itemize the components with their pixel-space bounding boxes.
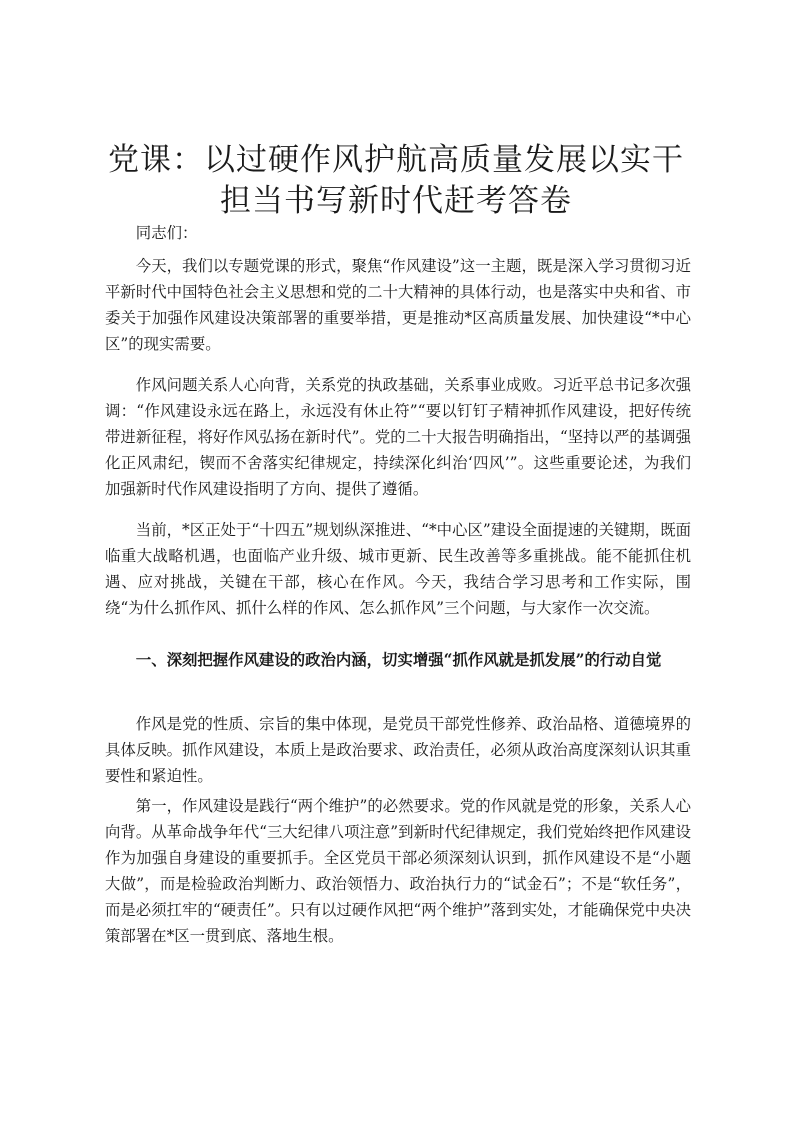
- paragraph-current-situation: 当前，*区正处于“十四五”规划纵深推进、“*中心区”建设全面提速的关键期，既面临重大战略机遇，也面临产业升级、城市更新、民生改善等多重挑战。能不能抓住机遇、应对挑战，关键在干部，核心在作风。今天，我结合学习思考和工作实际，围绕“为什么抓作风、抓什么样的作风、怎么抓作风”三个问题，与大家作一次交流。: [105, 521, 691, 617]
- paragraph-political-connotation: 作风是党的性质、宗旨的集中体现，是党员干部党性修养、政治品格、道德境界的具体反映。抓作风建设，本质上是政治要求、政治责任，必须从政治高度深刻认识其重要性和紧迫性。: [105, 715, 691, 785]
- section-heading-1: 一、深刻把握作风建设的政治内涵，切实增强“抓作风就是抓发展”的行动自觉: [135, 651, 662, 669]
- paragraph-first-point: 第一，作风建设是践行“两个维护”的必然要求。党的作风就是党的形象，关系人心向背。从革命战争年代“三大纪律八项注意”到新时代纪律规定，我们党始终把作风建设作为加强自身建设的重要抓手。全区党员干部必须深刻认识到，抓作风建设不是“小题大做”，而是检验政治判断力、政治领悟力、政治执行力的“试金石”；不是“软任务”，而是必须扛牢的“硬责任”。只有以过硬作风把“两个维护”落到实处，才能确保党中央决策部署在*区一贯到底、落地生根。: [105, 797, 691, 945]
- paragraph-intro: 今天，我们以专题党课的形式，聚焦“作风建设”这一主题，既是深入学习贯彻习近平新时代中国特色社会主义思想和党的二十大精神的具体行动，也是落实中央和省、市委关于加强作风建设决策部署的重要举措，更是推动*区高质量发展、加快建设“*中心区”的现实需要。: [105, 257, 691, 353]
- document-title: 党课：以过硬作风护航高质量发展以实干担当书写新时代赶考答卷: [108, 142, 684, 219]
- salutation: 同志们：: [135, 224, 198, 242]
- paragraph-importance: 作风问题关系人心向背，关系党的执政基础，关系事业成败。习近平总书记多次强调：“作风建设永远在路上，永远没有休止符”“要以钉钉子精神抓作风建设，把好传统带进新征程，将好作风弘扬在新时代”。党的二十大报告明确指出，“坚持以严的基调强化正风肃纪，锲而不舍落实纪律规定，持续深化纠治‘四风’”。这些重要论述，为我们加强新时代作风建设指明了方向、提供了遵循。: [105, 376, 691, 498]
